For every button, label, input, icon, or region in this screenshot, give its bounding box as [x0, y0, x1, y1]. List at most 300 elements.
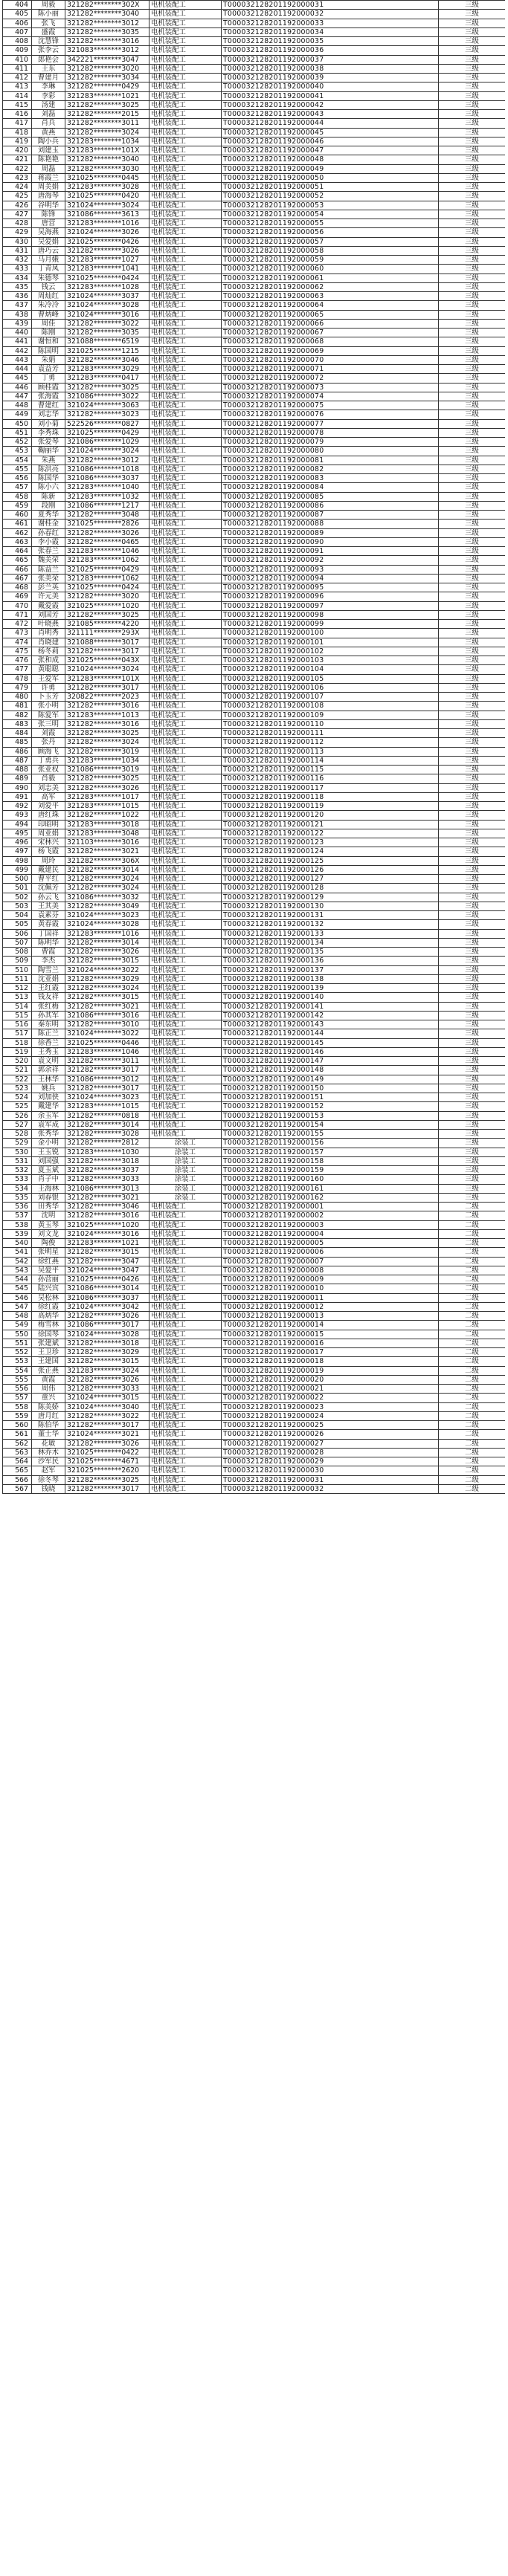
row-number-cell: 475 [3, 647, 32, 656]
occupation-cell: 电机装配工 [149, 1111, 222, 1120]
id-number-cell: 321024********3022 [65, 965, 149, 974]
certificate-number-cell: T000032128201192000007 [222, 1257, 439, 1266]
skill-level-cell: 三级 [439, 565, 506, 574]
row-number-cell: 502 [3, 893, 32, 902]
row-number-cell: 534 [3, 1184, 32, 1193]
occupation-cell: 电机装配工 [149, 1394, 222, 1402]
skill-level-cell: 三级 [439, 256, 506, 265]
table-row [3, 1066, 506, 1075]
row-number-cell: 520 [3, 1057, 32, 1066]
id-number-cell: 321282********3047 [65, 1257, 149, 1266]
table-row [3, 1293, 506, 1302]
skill-level-cell: 二级 [439, 1330, 506, 1339]
person-name-cell: 张亚权 [32, 766, 65, 774]
table-row [3, 820, 506, 829]
occupation-cell: 电机装配工 [149, 1120, 222, 1129]
id-number-cell: 321283********1062 [65, 574, 149, 583]
person-name-cell: 陶小兵 [32, 137, 65, 146]
certificate-number-cell: T000032128201192000049 [222, 164, 439, 173]
certificate-number-cell: T000032128201192000151 [222, 1093, 439, 1102]
person-name-cell: 董士华 [32, 1430, 65, 1439]
skill-level-cell: 三级 [439, 10, 506, 19]
person-name-cell: 张丹 [32, 738, 65, 747]
row-number-cell: 478 [3, 674, 32, 683]
certificate-number-cell: T000032128201192000126 [222, 865, 439, 874]
row-number-cell: 444 [3, 365, 32, 374]
occupation-cell: 电机装配工 [149, 747, 222, 756]
id-number-cell: 321282********3017 [65, 683, 149, 692]
person-name-cell: 魏美荣 [32, 556, 65, 565]
skill-level-cell: 三级 [439, 1148, 506, 1156]
table-row [3, 656, 506, 665]
certificate-number-cell: T000032128201192000100 [222, 629, 439, 638]
person-name-cell: 盛霞 [32, 27, 65, 36]
skill-level-cell: 三级 [439, 46, 506, 55]
occupation-cell: 电机装配工 [149, 173, 222, 182]
id-number-cell: 321024********3040 [65, 1402, 149, 1411]
occupation-cell: 电机装配工 [149, 1248, 222, 1257]
table-row [3, 1156, 506, 1165]
occupation-cell: 电机装配工 [149, 492, 222, 501]
certificate-number-cell: T000032128201192000058 [222, 246, 439, 255]
certificate-number-cell: T000032128201192000008 [222, 1266, 439, 1275]
skill-level-cell: 三级 [439, 91, 506, 100]
skill-level-cell: 三级 [439, 282, 506, 291]
skill-level-cell: 三级 [439, 55, 506, 64]
id-number-cell: 321282********3025 [65, 1475, 149, 1484]
certificate-number-cell: T000032128201192000114 [222, 756, 439, 765]
skill-level-cell: 三级 [439, 474, 506, 483]
id-number-cell: 321282********3048 [65, 511, 149, 520]
id-number-cell: 321086********3613 [65, 210, 149, 219]
id-number-cell: 321282********3037 [65, 1166, 149, 1175]
person-name-cell: 张正燕 [32, 1366, 65, 1375]
person-name-cell: 余玉军 [32, 1111, 65, 1120]
table-row [3, 274, 506, 282]
occupation-cell: 电机装配工 [149, 847, 222, 856]
id-number-cell: 321086********3037 [65, 474, 149, 483]
table-row [3, 164, 506, 173]
skill-level-cell: 三级 [439, 547, 506, 556]
id-number-cell: 321024********3022 [65, 1029, 149, 1038]
skill-level-cell: 三级 [439, 948, 506, 957]
table-row [3, 74, 506, 82]
id-number-cell: 321024********3015 [65, 1394, 149, 1402]
person-name-cell: 李杰 [32, 957, 65, 965]
row-number-cell: 564 [3, 1457, 32, 1466]
table-row [3, 346, 506, 355]
certificate-number-cell: T000032128201192000080 [222, 447, 439, 456]
skill-level-cell: 三级 [439, 1184, 506, 1193]
id-number-cell: 321086********3037 [65, 1293, 149, 1302]
row-number-cell: 430 [3, 237, 32, 246]
certificate-number-cell: T000032128201192000128 [222, 884, 439, 893]
occupation-cell: 电机装配工 [149, 756, 222, 765]
occupation-cell: 电机装配工 [149, 1293, 222, 1302]
certificate-number-cell: T000032128201192000062 [222, 282, 439, 291]
certificate-number-cell: T000032128201192000139 [222, 984, 439, 993]
occupation-cell: 电机装配工 [149, 346, 222, 355]
certificate-number-cell: T000032128201192000023 [222, 1402, 439, 1411]
table-row [3, 1411, 506, 1420]
id-number-cell: 321025********1215 [65, 346, 149, 355]
certificate-number-cell: T000032128201192000116 [222, 774, 439, 783]
row-number-cell: 485 [3, 738, 32, 747]
skill-level-cell: 三级 [439, 374, 506, 383]
person-name-cell: 高军 [32, 792, 65, 801]
id-number-cell: 321282********306X [65, 856, 149, 865]
person-name-cell: 谢桂金 [32, 520, 65, 528]
table-row [3, 155, 506, 164]
skill-level-cell: 二级 [439, 1302, 506, 1311]
table-row [3, 219, 506, 228]
occupation-cell: 电机装配工 [149, 10, 222, 19]
certificate-number-cell: T000032128201192000072 [222, 374, 439, 383]
certificate-number-cell: T000032128201192000016 [222, 1339, 439, 1347]
id-number-cell: 321282********3024 [65, 984, 149, 993]
person-name-cell: 刘国芳 [32, 610, 65, 619]
table-row [3, 738, 506, 747]
person-name-cell: 孙云飞 [32, 893, 65, 902]
id-number-cell: 321283********0417 [65, 374, 149, 383]
certificate-number-cell: T000032128201192000138 [222, 974, 439, 983]
person-name-cell: 陈小丽 [32, 10, 65, 19]
skill-level-cell: 三级 [439, 656, 506, 665]
table-row [3, 574, 506, 583]
person-name-cell: 陈美娇 [32, 1402, 65, 1411]
person-name-cell: 张秀华 [32, 1130, 65, 1139]
person-name-cell: 曹建月 [32, 74, 65, 82]
certificate-number-cell: T000032128201192000107 [222, 693, 439, 702]
row-number-cell: 495 [3, 829, 32, 838]
id-number-cell: 321282********3026 [65, 1439, 149, 1448]
table-row [3, 210, 506, 219]
row-number-cell: 413 [3, 82, 32, 91]
table-row [3, 137, 506, 146]
person-name-cell: 花敏 [32, 1439, 65, 1448]
skill-level-cell: 二级 [439, 1385, 506, 1394]
row-number-cell: 547 [3, 1302, 32, 1311]
row-number-cell: 541 [3, 1248, 32, 1257]
certificate-number-cell: T000032128201192000042 [222, 100, 439, 109]
skill-level-cell: 三级 [439, 355, 506, 364]
table-row [3, 319, 506, 328]
id-number-cell: 321283********1016 [65, 219, 149, 228]
row-number-cell: 532 [3, 1166, 32, 1175]
table-row [3, 929, 506, 938]
row-number-cell: 537 [3, 1211, 32, 1220]
row-number-cell: 465 [3, 556, 32, 565]
skill-level-cell: 三级 [439, 1057, 506, 1066]
table-row [3, 1111, 506, 1120]
certificate-number-cell: T000032128201192000159 [222, 1166, 439, 1175]
occupation-cell: 电机装配工 [149, 91, 222, 100]
certificate-number-cell: T000032128201192000143 [222, 1020, 439, 1029]
id-number-cell: 321282********3024 [65, 884, 149, 893]
skill-level-cell: 三级 [439, 783, 506, 792]
table-row [3, 55, 506, 64]
row-number-cell: 483 [3, 719, 32, 728]
id-number-cell: 321024********3063 [65, 401, 149, 410]
row-number-cell: 543 [3, 1266, 32, 1275]
person-name-cell: 张三明 [32, 719, 65, 728]
id-number-cell: 321282********2015 [65, 110, 149, 119]
occupation-cell: 电机装配工 [149, 155, 222, 164]
table-row [3, 1120, 506, 1129]
skill-level-cell: 二级 [439, 1357, 506, 1366]
certificate-number-cell: T000032128201192000056 [222, 228, 439, 237]
skill-level-cell: 三级 [439, 346, 506, 355]
id-number-cell: 321282********3022 [65, 319, 149, 328]
id-number-cell: 321282********302X [65, 1, 149, 10]
occupation-cell: 电机装配工 [149, 501, 222, 510]
table-row [3, 1184, 506, 1193]
id-number-cell: 321025********0445 [65, 173, 149, 182]
row-number-cell: 404 [3, 1, 32, 10]
certificate-number-cell: T000032128201192000069 [222, 346, 439, 355]
table-body [3, 1, 506, 1494]
occupation-cell: 电机装配工 [149, 938, 222, 947]
row-number-cell: 466 [3, 565, 32, 574]
table-row [3, 100, 506, 109]
table-row [3, 256, 506, 265]
table-row [3, 629, 506, 638]
person-name-cell: 陶雪兰 [32, 965, 65, 974]
certificate-number-cell: T000032128201192000038 [222, 64, 439, 73]
row-number-cell: 461 [3, 520, 32, 528]
row-number-cell: 437 [3, 301, 32, 310]
occupation-cell: 电机装配工 [149, 329, 222, 337]
id-number-cell: 321282********3016 [65, 702, 149, 711]
id-number-cell: 321282********3026 [65, 528, 149, 537]
row-number-cell: 496 [3, 838, 32, 847]
certificate-number-cell: T000032128201192000085 [222, 492, 439, 501]
skill-level-cell: 三级 [439, 802, 506, 811]
certificate-number-cell: T000032128201192000157 [222, 1148, 439, 1156]
table-row [3, 610, 506, 619]
certificate-number-cell: T000032128201192000075 [222, 401, 439, 410]
certificate-number-cell: T000032128201192000110 [222, 719, 439, 728]
occupation-cell: 电机装配工 [149, 993, 222, 1002]
row-number-cell: 509 [3, 957, 32, 965]
table-row [3, 46, 506, 55]
certificate-number-cell: T000032128201192000041 [222, 91, 439, 100]
person-name-cell: 汤建 [32, 100, 65, 109]
table-row [3, 1302, 506, 1311]
certificate-number-cell: T000032128201192000161 [222, 1184, 439, 1193]
person-name-cell: 徐国琴 [32, 1330, 65, 1339]
skill-level-cell: 三级 [439, 319, 506, 328]
row-number-cell: 420 [3, 146, 32, 155]
skill-level-cell: 三级 [439, 520, 506, 528]
skill-level-cell: 三级 [439, 556, 506, 565]
certificate-number-cell: T000032128201192000096 [222, 592, 439, 601]
id-number-cell: 321024********3021 [65, 1430, 149, 1439]
table-row [3, 638, 506, 647]
row-number-cell: 418 [3, 128, 32, 137]
table-row [3, 1448, 506, 1457]
skill-level-cell: 三级 [439, 601, 506, 610]
occupation-cell: 电机装配工 [149, 674, 222, 683]
skill-level-cell: 三级 [439, 638, 506, 647]
person-name-cell: 张李云 [32, 46, 65, 55]
certificate-number-cell: T000032128201192000020 [222, 1375, 439, 1384]
table-row [3, 110, 506, 119]
occupation-cell: 电机装配工 [149, 228, 222, 237]
row-number-cell: 548 [3, 1312, 32, 1321]
id-number-cell: 321283********1046 [65, 1047, 149, 1056]
id-number-cell: 321024********3024 [65, 665, 149, 674]
row-number-cell: 439 [3, 319, 32, 328]
id-number-cell: 321282********3046 [65, 355, 149, 364]
certificate-number-cell: T000032128201192000027 [222, 1439, 439, 1448]
occupation-cell: 电机装配工 [149, 647, 222, 656]
occupation-cell: 电机装配工 [149, 893, 222, 902]
row-number-cell: 498 [3, 856, 32, 865]
certificate-number-cell: T000032128201192000019 [222, 1366, 439, 1375]
certificate-number-cell: T000032128201192000015 [222, 1330, 439, 1339]
certificate-number-cell: T000032128201192000131 [222, 911, 439, 920]
skill-level-cell: 三级 [439, 574, 506, 583]
id-number-cell: 321024********3024 [65, 201, 149, 210]
skill-level-cell: 三级 [439, 766, 506, 774]
person-name-cell: 蒋霞兰 [32, 173, 65, 182]
row-number-cell: 516 [3, 1020, 32, 1029]
row-number-cell: 421 [3, 155, 32, 164]
occupation-cell: 电机装配工 [149, 1366, 222, 1375]
table-row [3, 1075, 506, 1084]
row-number-cell: 482 [3, 711, 32, 719]
row-number-cell: 518 [3, 1038, 32, 1047]
person-name-cell: 肖兵 [32, 119, 65, 128]
skill-level-cell: 三级 [439, 683, 506, 692]
table-row [3, 620, 506, 629]
skill-level-cell: 三级 [439, 228, 506, 237]
occupation-cell: 电机装配工 [149, 556, 222, 565]
skill-level-cell: 二级 [439, 1430, 506, 1439]
row-number-cell: 523 [3, 1084, 32, 1093]
certificate-number-cell: T000032128201192000077 [222, 419, 439, 428]
occupation-cell: 电机装配工 [149, 1466, 222, 1475]
row-number-cell: 446 [3, 383, 32, 392]
row-number-cell: 429 [3, 228, 32, 237]
person-name-cell: 王海林 [32, 1184, 65, 1193]
person-name-cell: 孙春红 [32, 528, 65, 537]
id-number-cell: 321282********3025 [65, 100, 149, 109]
skill-level-cell: 三级 [439, 64, 506, 73]
table-row [3, 128, 506, 137]
occupation-cell: 电机装配工 [149, 383, 222, 392]
row-number-cell: 506 [3, 929, 32, 938]
occupation-cell: 电机装配工 [149, 902, 222, 910]
occupation-cell: 电机装配工 [149, 119, 222, 128]
certificate-number-cell: T000032128201192000123 [222, 838, 439, 847]
certificate-number-cell: T000032128201192000137 [222, 965, 439, 974]
certificate-number-cell: T000032128201192000088 [222, 520, 439, 528]
certificate-number-cell: T000032128201192000089 [222, 528, 439, 537]
table-row [3, 893, 506, 902]
certificate-number-cell: T000032128201192000153 [222, 1111, 439, 1120]
person-name-cell: 王林华 [32, 1075, 65, 1084]
table-row [3, 774, 506, 783]
occupation-cell: 电机装配工 [149, 82, 222, 91]
skill-level-cell: 二级 [439, 1275, 506, 1284]
occupation-cell: 电机装配工 [149, 265, 222, 274]
certificate-number-cell: T000032128201192000097 [222, 601, 439, 610]
person-name-cell: 卜玉芳 [32, 693, 65, 702]
person-name-cell: 唐巧云 [32, 246, 65, 255]
table-row [3, 183, 506, 192]
certificate-number-cell: T000032128201192000048 [222, 155, 439, 164]
row-number-cell: 477 [3, 665, 32, 674]
person-name-cell: 袁军成 [32, 1120, 65, 1129]
id-number-cell: 321025********0426 [65, 1275, 149, 1284]
certificate-number-cell: T000032128201192000055 [222, 219, 439, 228]
table-row [3, 91, 506, 100]
occupation-cell: 电机装配工 [149, 337, 222, 346]
person-name-cell: 徐冬琴 [32, 1475, 65, 1484]
skill-level-cell: 三级 [439, 629, 506, 638]
table-row [3, 1402, 506, 1411]
skill-level-cell: 二级 [439, 1229, 506, 1238]
skill-level-cell: 三级 [439, 674, 506, 683]
person-name-cell: 陈国华 [32, 474, 65, 483]
certificate-number-cell: T000032128201192000141 [222, 1002, 439, 1011]
table-row [3, 565, 506, 574]
certificate-number-cell: T000032128201192000024 [222, 1411, 439, 1420]
table-row [3, 1457, 506, 1466]
occupation-cell: 涂装工 [149, 1139, 222, 1148]
person-name-cell: 张飞 [32, 19, 65, 27]
person-name-cell: 周毅 [32, 1, 65, 10]
row-number-cell: 473 [3, 629, 32, 638]
table-row [3, 228, 506, 237]
row-number-cell: 417 [3, 119, 32, 128]
occupation-cell: 电机装配工 [149, 629, 222, 638]
person-name-cell: 陈爱军 [32, 711, 65, 719]
id-number-cell: 321025********1020 [65, 601, 149, 610]
certificate-number-cell: T000032128201192000031 [222, 1475, 439, 1484]
id-number-cell: 321283********101X [65, 674, 149, 683]
certificate-number-cell: T000032128201192000109 [222, 711, 439, 719]
id-number-cell: 321282********0465 [65, 537, 149, 546]
id-number-cell: 321086********3022 [65, 392, 149, 401]
row-number-cell: 467 [3, 574, 32, 583]
person-name-cell: 沈慧锋 [32, 37, 65, 46]
certificate-number-cell: T000032128201192000113 [222, 747, 439, 756]
row-number-cell: 522 [3, 1075, 32, 1084]
table-row [3, 329, 506, 337]
table-row [3, 993, 506, 1002]
id-number-cell: 321025********0420 [65, 192, 149, 201]
skill-level-cell: 三级 [439, 528, 506, 537]
row-number-cell: 497 [3, 847, 32, 856]
skill-level-cell: 三级 [439, 301, 506, 310]
id-number-cell: 321282********3017 [65, 1484, 149, 1493]
skill-level-cell: 三级 [439, 711, 506, 719]
table-row [3, 1339, 506, 1347]
person-name-cell: 钱晓 [32, 1484, 65, 1493]
row-number-cell: 559 [3, 1411, 32, 1420]
skill-level-cell: 三级 [439, 792, 506, 801]
id-number-cell: 321283********1034 [65, 756, 149, 765]
table-row [3, 948, 506, 957]
certificate-number-cell: T000032128201192000052 [222, 192, 439, 201]
id-number-cell: 321024********3024 [65, 447, 149, 456]
id-number-cell: 321024********3028 [65, 1330, 149, 1339]
row-number-cell: 553 [3, 1357, 32, 1366]
table-row [3, 282, 506, 291]
